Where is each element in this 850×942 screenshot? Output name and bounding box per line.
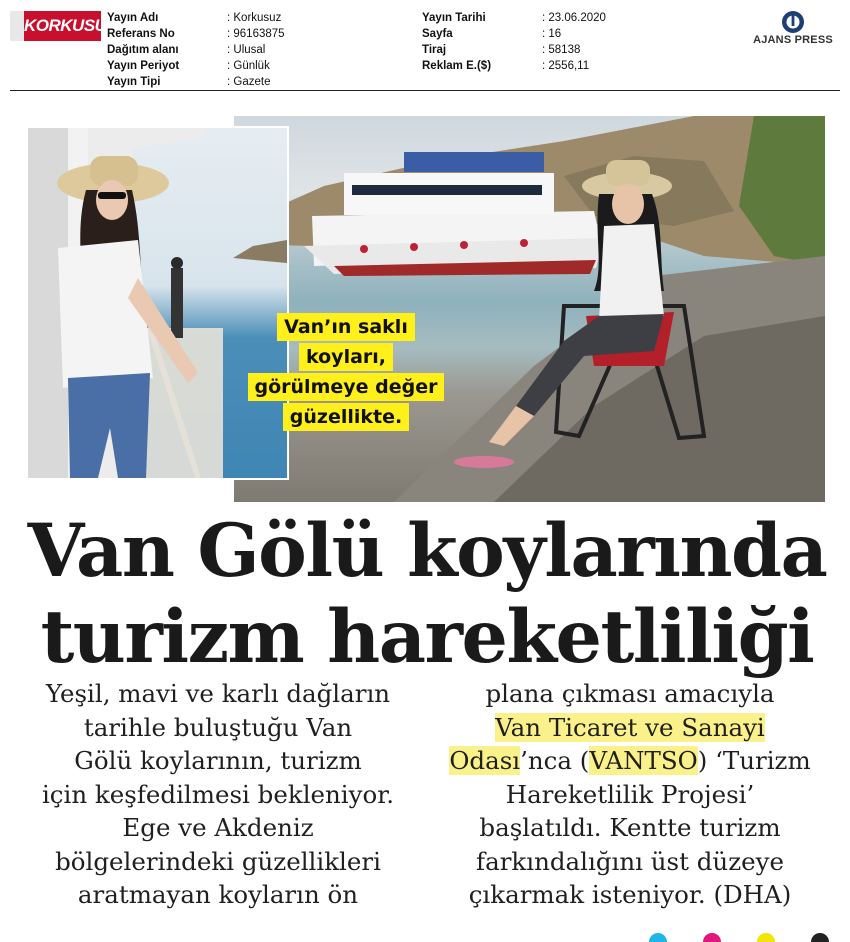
article-column-left: [28, 677, 408, 912]
body-line: [440, 711, 820, 745]
info-row: Sayfa : 16: [422, 28, 562, 40]
highlighted-org-name: Van Ticaret ve Sanayi: [495, 712, 765, 742]
header-divider: [10, 90, 840, 91]
body-line: aratmayan koyların ön: [77, 880, 359, 909]
beach-boat-photo: [234, 116, 825, 502]
body-line: başlatıldı. Kentte turizm: [479, 813, 781, 842]
info-row: Referans No : 96163875: [107, 28, 285, 40]
body-line: Hareketlilik Projesi’: [505, 779, 755, 809]
body-line: Yeşil, mavi ve karlı dağların: [45, 679, 391, 708]
body-line: tarihle buluştuğu Van: [83, 712, 353, 742]
agency-mark-icon: [781, 10, 805, 34]
newspaper-logo: KORKUSUZ: [10, 11, 101, 41]
info-row: Dağıtım alanı : Ulusal: [107, 44, 266, 56]
info-row: Reklam E.($) : 2556,11: [422, 60, 590, 72]
publication-info-right: [422, 10, 606, 74]
body-line: plana çıkması amacıyla: [485, 679, 775, 708]
clipping-header: [0, 0, 850, 92]
info-row: Yayın Periyot : Günlük: [107, 60, 270, 72]
publication-info-left: [107, 10, 285, 90]
print-registration-marks: [640, 926, 840, 942]
body-line: farkındalığını üst düzeye: [476, 846, 784, 876]
info-row: Yayın Tipi : Gazete: [107, 76, 271, 88]
body-text: ’nca (: [520, 746, 590, 775]
agency-name: AJANS PRESS: [753, 34, 833, 46]
headline-line: Van Gölü koylarında: [27, 508, 827, 594]
headline-line: turizm hareketliliği: [40, 594, 814, 680]
body-line: için keşfedilmesi bekleniyor.: [41, 779, 395, 809]
body-line: bölgelerindeki güzellikleri: [55, 846, 381, 876]
beach-scene-illustration: [234, 116, 825, 502]
agency-logo: [744, 10, 842, 46]
body-line: [440, 744, 820, 778]
info-row: Yayın Tarihi : 23.06.2020: [422, 12, 606, 24]
info-row: Tiraj : 58138: [422, 44, 581, 56]
highlighted-acronym: VANTSO: [589, 746, 698, 775]
body-line: Gölü koylarının, turizm: [74, 746, 362, 775]
body-line: çıkarmak isteniyor. (DHA): [468, 880, 792, 909]
photo-caption: [226, 312, 466, 432]
caption-line: güzellikte.: [283, 403, 409, 431]
highlighted-org-name-end: Odası: [449, 746, 521, 775]
info-row: Yayın Adı : Korkusuz: [107, 12, 282, 24]
caption-line: Van’ın saklı: [277, 313, 415, 341]
article-column-right: [440, 677, 820, 912]
body-text: ) ‘Turizm: [697, 746, 811, 775]
caption-line: görülmeye değer: [248, 373, 445, 401]
caption-line: koyları,: [299, 343, 393, 371]
article-headline: [22, 508, 832, 680]
body-line: Ege ve Akdeniz: [122, 813, 314, 842]
